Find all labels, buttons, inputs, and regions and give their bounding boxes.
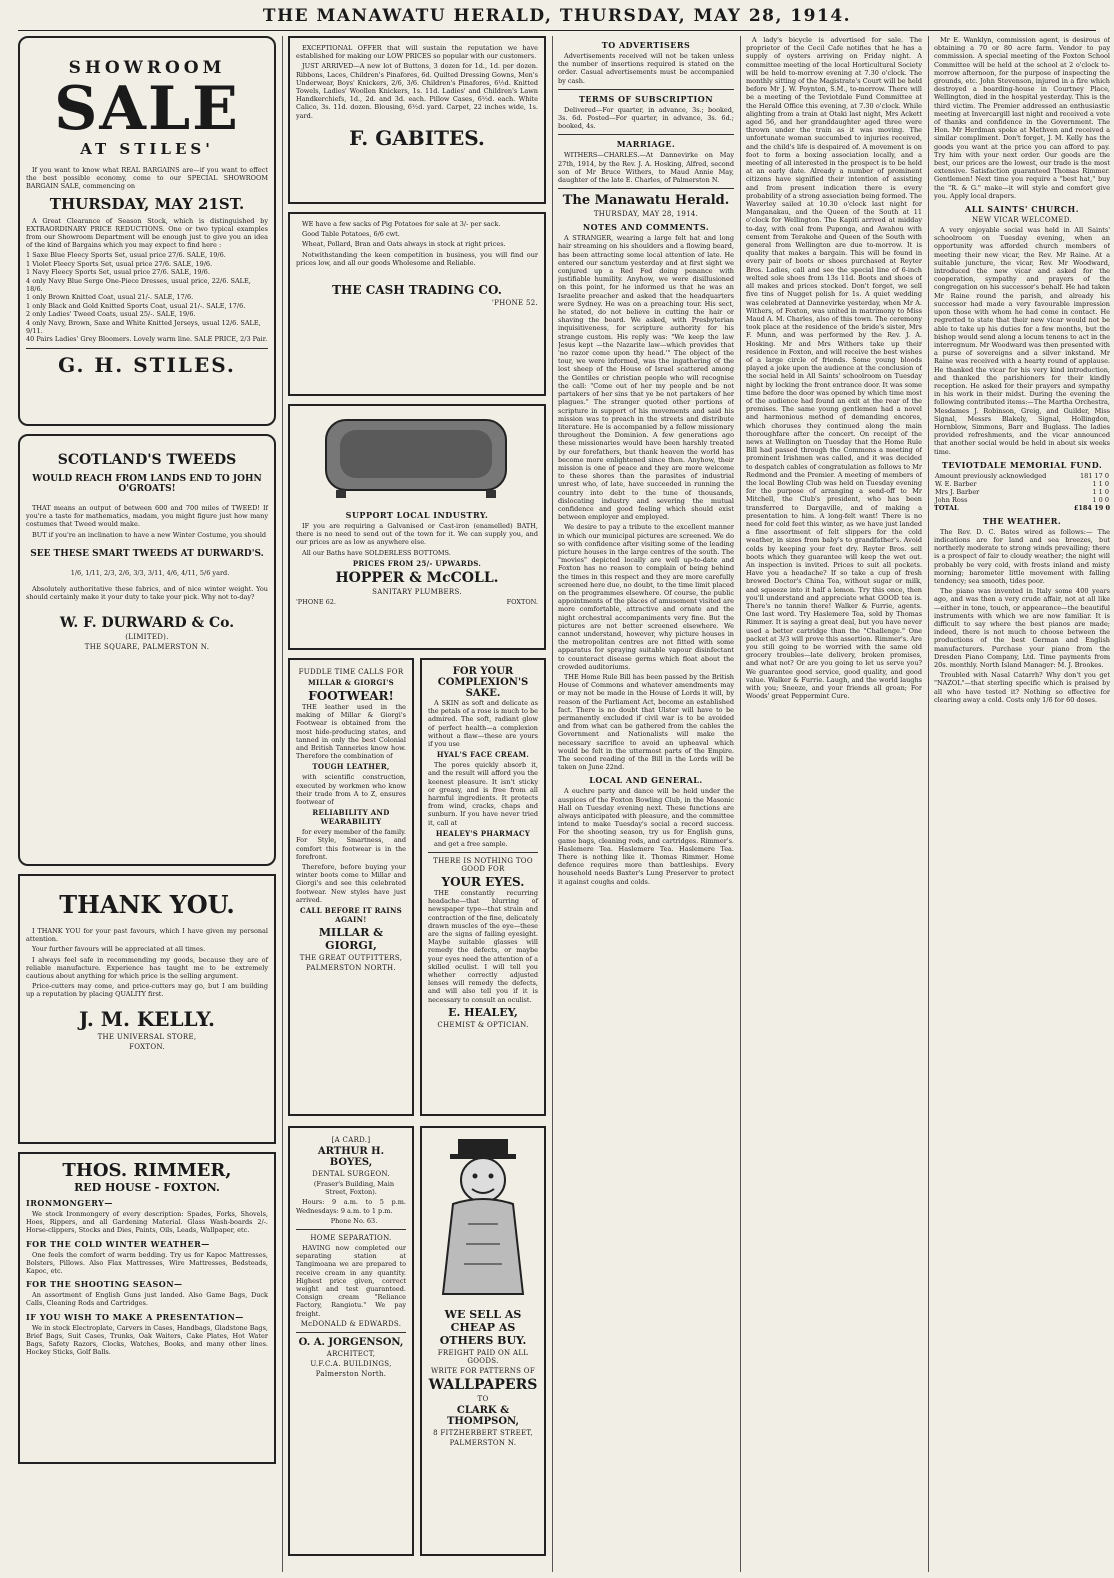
ad-footer-sub: CHEMIST & OPTICIAN. [437, 1020, 529, 1029]
ad-address: 8 FITZHERBERT STREET, [433, 1429, 533, 1437]
ad-text: Price-cutters may come, and price-cutters may go, but I am building up a reputation by placing QUALITY first. [26, 982, 268, 999]
ad-date: THURSDAY, MAY 21ST. [49, 194, 245, 213]
gabites-ad [288, 36, 546, 204]
ad-text: for every member of the family. For Style, Smartness, and comfort this footwear is in the forefront. [296, 828, 406, 861]
ad-text: Your further favours will be appreciated at all times. [32, 945, 206, 954]
divider [296, 1229, 406, 1230]
section-heading: ALL SAINTS' CHURCH. [964, 204, 1079, 215]
article-text: THE Home Rule Bill has been passed by the British House of Commons and whatever amendments may or may not be made in the House of Lords it will, by reason of the Parliament Act, become an established fact. There is no doubt that Ulster will have to be permanently excluded if civil war is to be avoided and from what can be gathered from the cables the Government and Nationalists will make the necessary sacrifice to avoid an upheaval which would be felt in the uttermost parts of the Empire. The second reading of the Bill in the Lords will be taken on June 22nd. [558, 673, 734, 772]
ad-subtitle: DENTAL SURGEON. [312, 1170, 390, 1178]
cartoon-illustration [428, 1134, 538, 1304]
paper-date: THURSDAY, MAY 28, 1914. [593, 210, 699, 219]
ad-footer: CLARK & THOMPSON, [446, 1405, 520, 1427]
ad-text: THE leather used in the making of Millar & Giorgi's Footwear is obtained from the most hide-producing states, and tanned in only the best Colonial and British Tanneries know how. Therefore the combination of [296, 703, 406, 761]
ad-card: [A CARD.] [331, 1136, 371, 1144]
ad-text: One feels the comfort of warm bedding. Try us for Kapoc Mattresses, Bolsters, Pillows. Also Flax Mattresses, Wire Mattresses, Bedsteads, Kapoc, etc. [26, 1250, 268, 1276]
ad-title: SHOWROOM [68, 58, 226, 78]
ad-address: THE SQUARE, PALMERSTON N. [84, 643, 210, 652]
article-text: The Rev. D. C. Bates wired as follows:— The indications are for land and sea breezes, but northerly moderate to strong winds prevailing; there is a prospect of fair to cloudy weather; the night will probably be very cold, with frosts inland and misty morning; barometer little movement with falling tendency; sea smooth, tides poor. [934, 527, 1110, 585]
ad-heading: SEE THESE SMART TWEEDS AT DURWARD'S. [30, 548, 264, 559]
healey-ad [420, 658, 546, 1116]
column-2 [288, 36, 546, 1572]
fund-amount: 1 1 0 [1092, 479, 1109, 488]
ad-heading: WALLPAPERS [428, 1377, 538, 1393]
section-heading: LOCAL AND GENERAL. [589, 775, 703, 786]
column-divider [740, 36, 741, 1572]
ad-text: The pores quickly absorb it, and the result will afford you the keenest pleasure. It isn't sticky or greasy, and is free from all harmful ingredients. It protects from wind, cracks, chaps and sunburn. If you have never tried it, call at [428, 761, 538, 827]
ad-heading: FOR THE SHOOTING SEASON— [26, 1279, 183, 1290]
ad-subtitle: ARCHITECT, [326, 1349, 376, 1358]
notice-text: Delivered—For quarter, in advance, 3s.; booked, 3s. 6d. Posted—For quarter, in advance, 3s. 6d.; booked, 4s. [558, 105, 734, 131]
price-list-item: 2 only Ladies' Tweed Coats, usual 25/-. SALE, 19/6. [26, 310, 196, 319]
column-3 [558, 36, 734, 1572]
divider [558, 89, 734, 90]
ad-text: WE have a few sacks of Pig Potatoes for sale at 3/- per sack. [302, 220, 501, 228]
fund-amount: 181 17 0 [1080, 471, 1109, 480]
section-heading: TERMS OF SUBSCRIPTION [578, 93, 714, 104]
ad-footer: G. H. STILES. [58, 352, 236, 377]
masthead-rule [18, 30, 1096, 31]
ad-text: WRITE FOR PATTERNS OF [431, 1367, 535, 1375]
article-text: A euchre party and dance will be held under the auspices of the Foxton Bowling Club, in the Masonic Hall on Tuesday evening next. These functions are always anticipated with pleasure, and the committee intend to make Tuesday's social a record success. For the shooting season, try us for English guns, game bags, cleaning rods, and cartridges. Rimmer's. Haslemere Tea. Haslemere Tea. Haslemere Tea. There is nothing like it. Thomas Rimmer. Home defence requires more than battleships. Every household needs Baxter's Lung Preserver to protect it against coughs and colds. [558, 787, 734, 886]
ad-text: THE constantly recurring headache—that blurring of newspaper type—that strain and contraction of the fine, delicately drawn muscles of the eye—these are the signs of failing eyesight. Maybe suitable glasses will remedy the defects, or maybe your eyes need the attention of a skilled oculist. I will tell you whether correctly adjusted lenses will remedy the defects, and will also tell you if it is necessary to consult an oculist. [428, 889, 538, 1004]
ad-text: I always feel safe in recommending my goods, because they are of reliable manufacture. Experience has taught me to be extremely cautious about anything for which price is the selling argument. [26, 955, 268, 981]
ad-footer: J. M. KELLY. [78, 1006, 216, 1031]
article-text: We desire to pay a tribute to the excellent manner in which our municipal pictures are screened. We do so with confidence after visiting some of the leading picture houses in the large centres of the south. The "movies" depicted locally are well up-to-date and Foxton has no reason to complain of being behind the times in this respect and they are more carefully screened here due, no doubt, to the time limit placed on the programmes elsewhere. Of course, the public appointments of the places of amusement visited are more comfortable, attractive and ornate and the night orchestral accompaniments very fine. But the pictures are not better screened elsewhere. We cannot understand, however, why picture houses in the metropolitan centres are not fitted with some apparatus for spraying suitable vapour disinfectant to counteract disease germs which float about the crowded auditoriums. [558, 523, 734, 671]
ad-footer-sub: SANITARY PLUMBERS. [372, 587, 462, 596]
ad-subtitle: RED HOUSE - FOXTON. [74, 1181, 220, 1194]
ad-title: THANK YOU. [59, 890, 235, 919]
ad-heading: SUPPORT LOCAL INDUSTRY. [345, 510, 489, 520]
price-list-item: 1 only Black and Gold Knitted Sports Coat, usual 21/-. SALE, 17/6. [26, 301, 246, 310]
article-text: The piano was invented in Italy some 400 years ago, and was then a very crude affair, not at all like—either in tone, touch, or appearance—the beautiful instruments with which we are now familiar. It is difficult to say where the best pianos are made; indeed, there is not much to choose between the productions of the best German and English manufacturers. Purchase your piano from the Dresden Piano Company, Ltd. Time payments from 20s. monthly. North Island Manager: M. J. Brookes. [934, 587, 1110, 669]
ad-text: If you want to know what REAL BARGAINS are—if you want to effect the best possible economy, come to our SPECIAL SHOWROOM BARGAIN SALE, commencing on [26, 166, 268, 191]
cash-trading-ad [288, 212, 546, 396]
price-list-item: 1 Saxe Blue Fleecy Sports Set, usual price 27/6. SALE, 19/6. [26, 251, 226, 260]
fund-row [934, 488, 1110, 496]
ad-prices: 1/6, 1/11, 2/3, 2/6, 3/3, 3/11, 4/6, 4/11, 5/6 yard. [70, 568, 230, 577]
divider [428, 852, 538, 853]
ad-text: TO [477, 1395, 489, 1403]
ad-footer-sub: THE UNIVERSAL STORE, [97, 1032, 197, 1041]
ad-subtitle: AT STILES' [80, 140, 214, 158]
column-divider [928, 36, 929, 1572]
fund-amount: 1 1 0 [1092, 487, 1109, 496]
ad-title: O. A. JORGENSON, [298, 1336, 404, 1348]
ad-text: We in stock Electroplate, Carvers in Cases, Handbags, Gladstone Bags, Brief Bags, Suit Cases, Trunks, Oak Waiters, Cake Plates, Hot Water Bags, Safety Razors, Clocks, Watches, Books, and many other lines. Hockey Sticks, Golf Balls. [26, 1323, 268, 1357]
fund-total-row [934, 504, 1110, 512]
ad-footer: F. GABITES. [349, 125, 485, 150]
column-divider [282, 36, 283, 1572]
ad-heading: HEALEY'S PHARMACY [435, 828, 531, 838]
column-5 [934, 36, 1110, 1572]
ad-text: We stock Ironmongery of every description: Spades, Forks, Shovels, Hoes, Rippers, and all Gardening Material. Glass Wash-boards 2/-. Horse-clippers, Stocks and Dies, Paints, Oils, Leads, Wallpaper, etc. [26, 1210, 268, 1235]
ad-title: SCOTLAND'S TWEEDS [57, 452, 237, 468]
ad-footer: MILLAR & GIORGI, [318, 926, 384, 953]
ad-text: Therefore, before buying your winter boots come to Millar and Giorgi's and see this celebrated footwear. New styles have just arrived. [296, 863, 406, 904]
ad-heading: FOR YOUR COMPLEXION'S SAKE. [437, 666, 529, 699]
notice-text: Advertisements received will not be taken unless the number of insertions required is stated on the order. Casual advertisements must be accompanied by cash. [558, 52, 734, 85]
boyes-dental-ad [288, 1126, 414, 1556]
ad-phone: 'PHONE 62. [296, 597, 336, 606]
section-heading: THE WEATHER. [982, 515, 1062, 526]
price-list-item: 1 Violet Fleecy Sports Set, usual price 27/6. SALE, 19/6. [26, 259, 213, 268]
ad-address: U.F.C.A. BUILDINGS, [310, 1359, 392, 1368]
fund-amount: 1 0 0 [1092, 495, 1109, 504]
marriage-notice: WITHERS—CHARLES.—At Dannevirke on May 27th, 1914, by the Rev. J. A. Hosking, Alfred, second son of Mr Bruce Withers, to Maud Annie May, daughter of the late E. Charles, of Palmerston N. [558, 151, 734, 185]
ad-heading: FUDDLE TIME CALLS FOR [298, 668, 404, 676]
fund-total-label: TOTAL [934, 503, 959, 512]
ad-title: ARTHUR H. BOYES, [317, 1146, 385, 1168]
ad-text: All our Baths have SOLDERLESS BOTTOMS. [302, 548, 451, 557]
article-text: Troubled with Nasal Catarrh? Why don't you get "NAZOL"—that sterling specific which is praised by all who have tested it? Nothing so effective for clearing away a cold. Costs only 1/6 for 60 doses. [934, 671, 1110, 704]
ad-text: Good Table Potatoes, 6/6 cwt. [302, 230, 400, 239]
ad-text: An assortment of English Guns just landed. Also Game Bags, Duck Calls, Cleaning Rods and Cartridges. [26, 1291, 268, 1308]
ad-text: Wheat, Pollard, Bran and Oats always in stock at right prices. [302, 240, 506, 249]
ad-contact-row [296, 598, 538, 606]
ad-row [288, 1126, 546, 1566]
price-list-item: 1 only Brown Knitted Coat, usual 21/-. SALE, 17/6. [26, 293, 194, 302]
ad-footer: W. F. DURWARD & Co. [59, 615, 235, 632]
ad-text: Notwithstanding the keen competition in business, you will find our prices low, and all our goods Wholesome and Reliable. [296, 250, 538, 267]
clark-thompson-ad [420, 1126, 546, 1556]
ad-phone: Phone No. 63. [330, 1216, 378, 1225]
kelly-thank-you-ad [18, 874, 276, 1144]
ad-text: EXCEPTIONAL OFFER that will sustain the reputation we have established for making our LOW PRICES so popular with our customers. [296, 44, 538, 61]
fund-name: John Ross [935, 495, 968, 504]
ad-heading: FOR THE COLD WINTER WEATHER— [26, 1238, 210, 1249]
ad-footer-sub: THE GREAT OUTFITTERS, [299, 954, 403, 963]
ad-heading: HOME SEPARATION. [310, 1234, 392, 1243]
fund-table [934, 472, 1110, 504]
hopper-mccoll-ad [288, 404, 546, 650]
price-list-item: 4 only Navy, Brown, Saxe and White Knitted Jerseys, usual 12/6. SALE, 9/11. [26, 318, 261, 336]
ad-heading: WE SELL AS CHEAP AS OTHERS BUY. [439, 1308, 527, 1347]
fund-row [934, 496, 1110, 504]
ad-heading: RELIABILITY AND WEARABILITY [312, 808, 390, 827]
stiles-sale-ad [18, 36, 276, 426]
ad-heading: CALL BEFORE IT RAINS AGAIN! [299, 906, 403, 925]
ad-text: with scientific construction, executed by workmen who know their trade from A to Z, ensures footwear of [296, 773, 406, 807]
ad-text: JUST ARRIVED—A new lot of Buttons, 3 dozen for 1d., 1d. per dozen. Ribbons, Laces, Children's Pinafores, 6d. Quilted Dressing Gowns, Men's Underwear, Boys' Knickers, 2/6, 3/6. Children's Pinafores, 6½d. Knitted Towels, Ladies' Woollen Knickers, 1s. 11d. Ladies' and Children's Lawn Handkerchiefs, 1d., 2d. and 3d. each. Pillow Cases, 6½d. each. White Calico, 3s. 11d. dozen. Blousing, 6½d. yard. Carpet, 22 inches wide, 1s. yard. [296, 62, 538, 120]
paper-title: The Manawatu Herald. [562, 193, 730, 209]
ad-text: A SKIN as soft and delicate as the petals of a rose is much to be admired. The soft, radiant glow of perfect health—a complexion without a flaw—these are yours if you use [428, 699, 538, 749]
ad-text: IF you are requiring a Galvanised or Cast-iron (enamelled) BATH, there is no need to send out of the town for it. We can supply you, and our prices are as low as anywhere else. [296, 522, 538, 547]
ad-text: BUT if you're an inclination to have a new Winter Costume, you should [32, 530, 267, 539]
ad-town: PALMERSTON NORTH. [306, 964, 396, 973]
article-text: Mr E. Wanklyn, commission agent, is desirous of obtaining a 70 or 80 acre farm. Vendor to pay commission. A special meeting of the Foxton School Committee will be held at the school at 2 o'clock to-morrow afternoon, for the purpose of inspecting the grounds, etc. John Stevenson, injured in a fire which destroyed a boarding-house in Courtney Place, Wellington, died in the hospital yesterday. This is the third victim. The Premier addressed an enthusiastic meeting at Invercargill last night and received a vote of thanks and confidence in the Government. The Hon. Mr Herdman spoke at Methven and received a similar compliment. Don't forget, J. M. Kelly has the goods you want at the price you can afford to pay. Try him with your next order. Our goods are the best, our prices are the lowest, our trade is the most extensive. Satisfaction guaranteed Thomas Rimmer. Gentlemen! Next time you require a "best hat," buy the "R. & G." make—it will style and comfort give you. Apply local drapers. [934, 36, 1110, 200]
ad-footer-sub: FOXTON. [129, 1042, 165, 1051]
ad-headline: SALE [54, 74, 240, 144]
fund-name: W. E. Barber [935, 479, 977, 488]
ad-heading: FOOTWEAR! [308, 689, 394, 703]
fund-name: Mrs J. Barber [935, 487, 980, 496]
ad-hours: Hours: 9 a.m. to 5 p.m. Wednesdays: 9 a.m. to 1 p.m. [296, 1198, 406, 1215]
divider [558, 188, 734, 189]
divider [26, 348, 268, 349]
ad-text: Absolutely authoritative these fabrics, and of nice winter weight. You should certainly make it your duty to take your pick. Why not to-day? [26, 585, 268, 602]
column-4 [746, 36, 922, 1572]
price-list [26, 251, 268, 343]
article-text: A lady's bicycle is advertised for sale. The proprietor of the Cecil Cafe notifies that he has a supply of oysters arriving on Friday night. A committee meeting of the local Horticultural Society will be held to-morrow evening at 7.30 o'clock. The monthly sitting of the Magistrate's Court will be held before Mr J. W. Poynton, S.M., to-morrow. There will be a meeting of the Teviotdale Fund Committee at the Herald Office this evening, at 7.30 o'clock. While alighting from a train at Otaki last night, Mrs Ackett aged 56, and her granddaughter aged three were thrown under the train as it was moving. The unfortunate woman succumbed to injuries received, and the child's life is despaired of. A movement is on foot to form a boxing association locally, and a meeting of all interested in the prospect is to be held at an early date. Already a number of prominent citizens have signified their intention of assisting and from present indication there is every probability of a strong association being formed. The Waverley sailed at 10.30 o'clock last night for Manganakau, and the Queen of the South at 11 o'clock for Wellington. The Kapiti arrived at midday to-day, with coal from Puponga, and Awahou with cement from Terakohe and Queen of the South with general from Wellington are due to-morrow. It is quality that makes a bargain. This will be found in every pair of boots or shoes purchased at Reyter Bros. Ladies, call and see the special line of 6-inch welted sole shoes from 13s 11d. Boots and shoes of all makes and prices stocked. Don't forget, we sell five tins of Nugget polish for 1s. A quiet wedding was celebrated at Dannevirke yesterday, when Mr A. Withers, of Foxton, was united in matrimony to Miss Maud A. M. Charles, also of this town. The ceremony took place at the residence of the bride's sister, Mrs F. Munn, and was performed by the Rev. J. A. Hosking. Mr and Mrs Withers take up their residence in Foxton, and will receive the best wishes of a large circle of friends. Some young bloods played a joke upon the audience at the conclusion of the social held in All Saints' schoolroom on Tuesday night by locking the front entrance door. It was some time before the door was opened by which time most of the audience had found an exit at the rear of the premises. The same young gentlemen had a novel and harmonious method of demanding encores, which choruses they continued along the main thoroughfare after the concert. On receipt of the news at Wellington on Tuesday that the Home Rule Bill had passed through the Commons a meeting of prominent Irishmen was called, and it was decided to despatch cables of congratulation as follows to Mr Redmond and the Premier. A meeting of members of the local Bowling Club was held on Tuesday evening for the purpose of arranging a send-off to Mr Mitchell, the Club's president, who has been transferred to Dargaville, and of making a presentation to him. A long-felt want! There is no need for cold feet this winter, as we have just landed a fine assortment of felt slippers for the cold weather, in sizes from baby's to grandfather's. Avoid colds by keeping your feet dry. Reyter Bros. sell boots which they guarantee will keep the wet out. An inspection is invited. Prices to suit all pockets. Have you a headache? If so take a cup of fresh brewed Doctor's China Tea, without sugar or milk, and squeeze into it half a lemon. Try this once, then you'll understand and appreciate what GOOD tea is. There's no tannin there! Walker & Furrie, agents. One last word. Try Haslemere Tea, sold by Thomas Rimmer. It is saying a great deal, but you have never used a better cartridge than the "Challenge." One packet at 3/3 will prove this assertion. Rimmer's. Are you still going to be worried with the same old grocery troubles—late delivery, broken promises, and what not? Or are you going to let us serve you? We guarantee good service, good quality, and good value. Walker & Furrie. Laugh, and the world laughs with you; Sneeze, and your friends all groan; For Woods' great Peppermint Cure. [746, 36, 922, 701]
ad-heading: IRONMONGERY— [26, 1198, 113, 1208]
ad-footer-sub: (LIMITED). [125, 633, 169, 642]
section-heading: TO ADVERTISERS [601, 40, 691, 50]
ad-text: I THANK YOU for your past favours, which I have given my personal attention. [26, 927, 268, 944]
ad-heading: THERE IS NOTHING TOO GOOD FOR [433, 857, 533, 874]
rimmer-ad [18, 1152, 276, 1464]
fund-name: Amount previously acknowledged [935, 471, 1047, 480]
fund-row [934, 480, 1110, 488]
ad-footer: HOPPER & McCOLL. [335, 569, 499, 586]
fund-total-value: £184 19 0 [1073, 503, 1110, 512]
article-text: A STRANGER, wearing a large felt hat and long hair streaming on his shoulders and a flowing beard, has been attracting some local attention of late. He entered our sanctum yesterday and at first sight we conjured up a Red Fed doing penance with justifiable humility. Anyhow, we were disillusioned on this point, for he informed us that he was an Israelite preacher and asked that the headquarters were Sydney. He was on a preaching tour. His sect, he stated, do not believe in cutting the hair or shaving the beard. We asked, with Presbyterian inquisitiveness, for scripture authority for his strange custom. His reply was: "We keep the law Jesus kept —the Nazarite law—which provides that 'no razor come upon thy head.'" The object of the tour, we were informed, was the ingathering of the lost sheep of the House of Israel scattered among the Gentiles or christian people who will recognise the call: "Come out of her my people and be not partakers of her sins that ye be not partakers of her plagues." The stranger quoted other portions of scripture in support of his movements and said his mission was to preach in the streets and distribute literature. He is accompanied by a fellow missionary throughout the Dominion. A few generations ago these missionaries would have been harshly treated by our forefathers, but thank heaven the world has become more enlightened since then. Anyhow, their mission is one of peace and they are more welcome to these shores than the parasites of industrial unrest who, of late, have succeeded in running the country into debt to the tune of thousands, dislocating industry and severing the mutual confidence and good feeling which should exist between employer and employed. [558, 234, 734, 522]
section-heading: MARRIAGE. [616, 139, 676, 150]
ad-text: FREIGHT PAID ON ALL GOODS. [437, 1349, 529, 1365]
ad-text: HAVING now completed our separating station at Tangimoana we are prepared to receive cream in any quantity. Highest price given, correct weight and test guaranteed. Consign cream "Reliance Factory, Rangiotu." We pay freight. [296, 1244, 406, 1318]
price-list-item: 40 Pairs Ladies' Grey Bloomers. Lovely warm line. SALE PRICE, 2/3 Pair. [26, 335, 268, 344]
ad-title: THOS. RIMMER, [62, 1160, 232, 1181]
ad-phone: 'PHONE 52. [491, 299, 538, 308]
ad-row [288, 658, 546, 1126]
divider [558, 134, 734, 135]
ad-text: A Great Clearance of Season Stock, which is distinguished by EXTRAORDINARY PRICE REDUCTIONS. One or two typical examples from our Showroom Department will be enough just to give you an idea of the kind of Bargains which you may expect to find here : [26, 216, 268, 250]
millar-giorgi-ad [288, 658, 414, 1116]
masthead: THE MANAWATU HERALD, THURSDAY, MAY 28, 1914. [262, 6, 852, 26]
price-list-item: 4 only Navy Blue Serge One-Piece Dresses, usual price, 22/6. SALE, 18/6. [26, 276, 251, 294]
bathtub-illustration [296, 412, 536, 502]
column-1 [18, 36, 276, 1572]
section-heading: TEVIOTDALE MEMORIAL FUND. [941, 459, 1103, 470]
ad-town: Palmerston North. [315, 1369, 387, 1378]
ad-heading: MILLAR & GIORGI'S [307, 678, 395, 687]
ad-heading: TOUGH LEATHER, [312, 762, 390, 772]
price-list-item: 1 Navy Fleecy Sports Set, usual price 27/6. SALE, 19/6. [26, 268, 210, 277]
ad-heading: YOUR EYES. [441, 875, 525, 890]
column-divider [552, 36, 553, 1572]
section-heading: NOTES AND COMMENTS. [582, 222, 710, 233]
ad-town: PALMERSTON N. [449, 1439, 517, 1447]
ad-prices: PRICES FROM 25/- UPWARDS. [352, 558, 482, 568]
article-text: A very enjoyable social was held in All Saints' schoolroom on Tuesday evening, when an opportunity was afforded church members of meeting their new vicar, the Rev. Mr Raine. At a suitable juncture, the vicar, Rev. Mr Woodward, introduced the new vicar and asked for the cooperation, sympathy and prayers of the congregation on his successor's behalf. He had taken Mr Raine round the parish, and already his successor had made a very favourable impression upon those with whom he had come in contact. He regretted to state that their new vicar would not be able to take up his duties for a few months, but the bishop would send along a locum tenens to act in the interregnum. Mr Woodward was then presented with a purse of sovereigns and a silver inkstand. Mr Raine was received with a hearty round of applause. He thanked the vicar for his very kind introduction, and thanked the parishioners for their kindly reception. He asked for their prayers and sympathy in his work in their midst. During the evening the following contributed items:—The Martha Orchestra, Mesdames J. Robinson, Greig, and Guilder, Miss Signal, Messrs Blakely, Signal, Hollingdon, Hornblow, Simmons, Barr and Buglass. The ladies provided refreshments, and the vicar announced that another social would be held in about six weeks time. [934, 226, 1110, 456]
ad-heading: IF YOU WISH TO MAKE A PRESENTATION— [26, 1311, 244, 1322]
ad-address: (Fraser's Building, Main Street, Foxton). [313, 1180, 395, 1197]
ad-footer: McDONALD & EDWARDS. [300, 1319, 402, 1328]
ad-town: FOXTON. [506, 597, 538, 606]
ad-footer: THE CASH TRADING CO. [332, 283, 502, 298]
durward-tweeds-ad [18, 434, 276, 866]
fund-row [934, 472, 1110, 480]
ad-footer: E. HEALEY, [448, 1005, 518, 1019]
section-subheading: NEW VICAR WELCOMED. [972, 216, 1072, 225]
divider [296, 1332, 406, 1333]
ad-subtitle: WOULD REACH FROM LANDS END TO JOHN O'GROATS! [32, 474, 262, 494]
ad-heading: HYAL'S FACE CREAM. [436, 750, 530, 760]
ad-text: THAT means an output of between 600 and 700 miles of TWEED! If you're a taste for mathematics, madam, you might figure just how many costumes that Tweed would make. [26, 504, 268, 529]
ad-text: and get a free sample. [434, 839, 508, 848]
